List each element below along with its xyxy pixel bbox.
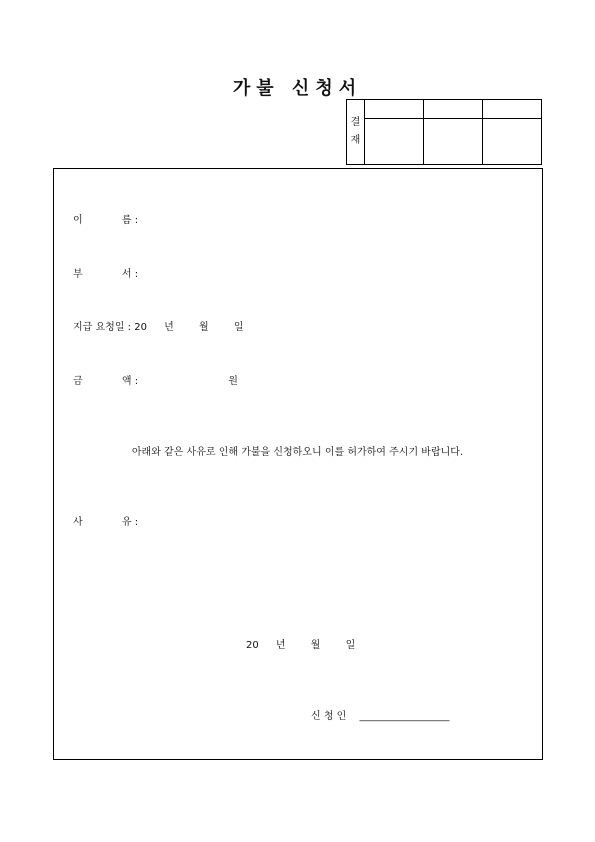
application-date (246, 636, 355, 651)
payday-year: 년 (164, 322, 174, 333)
applicant-label: 신 청 인 (311, 711, 347, 722)
form-frame (53, 168, 543, 760)
approval-label (347, 100, 365, 164)
request-sentence: 아래와 같은 사유로 인해 가불을 신청하오니 이를 허가하여 주시기 바랍니다. (131, 447, 464, 458)
date-month: 월 (310, 640, 321, 651)
approval-label-top: 결 (350, 117, 361, 128)
amount-unit: 원 (228, 376, 238, 387)
approval-column-1 (365, 100, 424, 164)
date-year: 년 (275, 640, 286, 651)
dept-label-a: 부 (73, 269, 83, 280)
amount-label-a: 금 (73, 376, 83, 387)
amount-label-b: 액 : (121, 376, 139, 387)
dept-label-b: 서 : (121, 269, 139, 280)
name-label-b: 름 : (121, 215, 139, 226)
signature-line: __________________ (359, 711, 450, 722)
reason-field (73, 513, 138, 528)
amount-field (73, 372, 238, 387)
reason-label-a: 사 (73, 517, 83, 528)
date-prefix: 20 (246, 640, 259, 651)
date-day: 일 (345, 640, 356, 651)
document-title: 가불 신청서 (232, 78, 363, 99)
name-field (73, 211, 138, 226)
approval-column-2 (424, 100, 483, 164)
reason-label-b: 유 : (121, 517, 139, 528)
payday-day: 일 (233, 322, 244, 333)
approval-column-3 (483, 100, 541, 164)
approval-label-bottom: 재 (350, 135, 361, 146)
applicant-line (311, 707, 450, 722)
payday-label: 지급 요청일 : 20 (73, 322, 147, 333)
payday-field (73, 318, 244, 333)
payday-month: 월 (198, 322, 209, 333)
department-field (73, 265, 138, 280)
name-label-a: 이 (73, 215, 83, 226)
approval-box (346, 99, 542, 165)
